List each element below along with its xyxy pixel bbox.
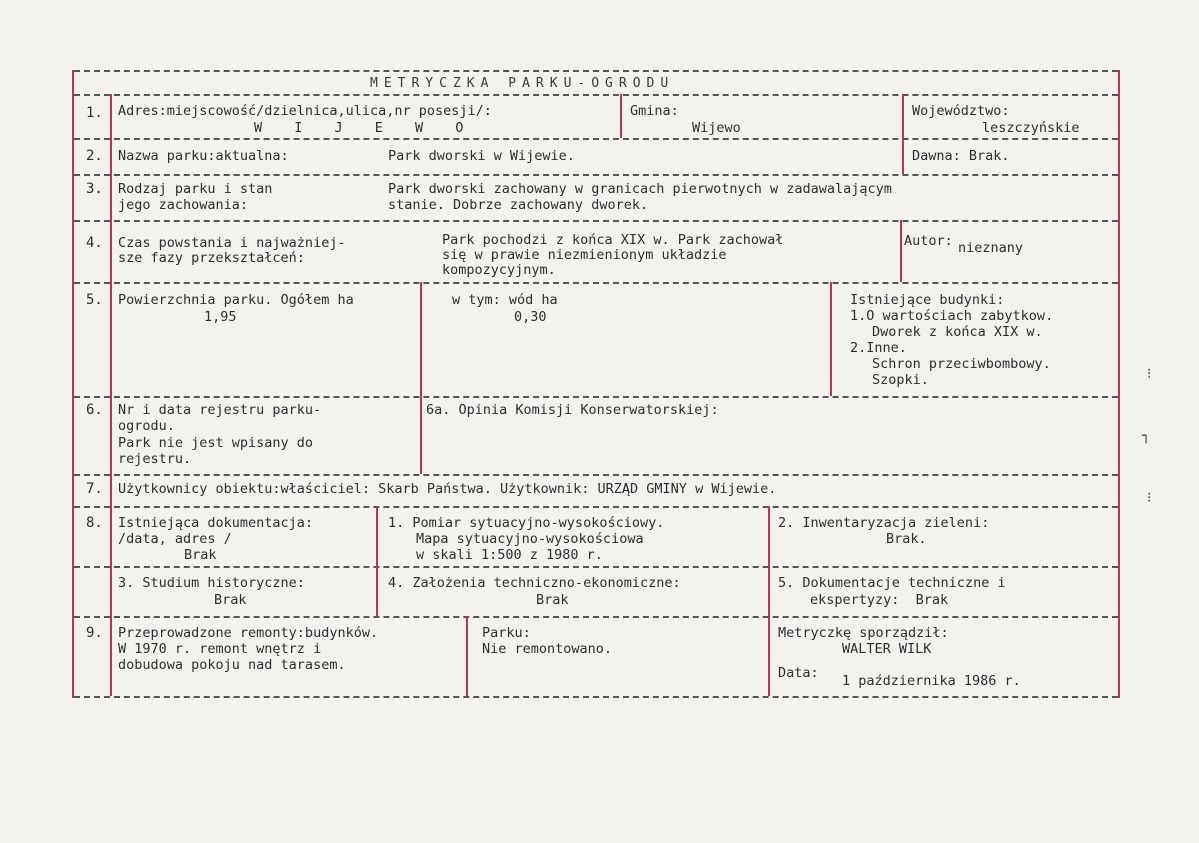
greenery-inventory-label: 2. Inwentaryzacja zieleni:	[778, 515, 990, 531]
margin-mark-3: ⁝	[1147, 490, 1152, 506]
rule-row8	[74, 616, 1118, 618]
r5-rule-a	[420, 282, 422, 396]
address-label: Adres:miejscowość/dzielnica,ulica,nr posesji/:	[118, 103, 492, 119]
documentation-label-line1: Istniejąca dokumentacja:	[118, 515, 314, 531]
r9-rule-b	[768, 616, 770, 696]
buildings-label: Istniejące budynki:	[850, 292, 1005, 308]
gmina-value: Wijewo	[692, 120, 741, 136]
origin-value-line3: kompozycyjnym.	[442, 262, 556, 278]
area-value: 1,95	[204, 309, 237, 325]
area-label: Powierzchnia parku. Ogółem ha	[118, 292, 354, 308]
tech-econ-label: 4. Założenia techniczno-ekonomiczne:	[388, 575, 681, 591]
row2-number: 2.	[86, 148, 103, 164]
r5-rule-b	[830, 282, 832, 396]
origin-value-line1: Park pochodzi z końca XIX w. Park zachował	[442, 232, 784, 248]
rule-row8a	[74, 566, 1118, 568]
rule-row5	[74, 396, 1118, 398]
documentation-label-line2: /data, adres /	[118, 531, 232, 547]
park-type-label-line1: Rodzaj parku i stan	[118, 181, 273, 197]
voivodeship-label: Województwo:	[912, 103, 1010, 119]
r1-rule-b	[902, 94, 904, 138]
park-renovation-label: Parku:	[482, 625, 531, 641]
row8-number: 8.	[86, 515, 103, 531]
row1-number: 1.	[86, 105, 103, 121]
r4-rule	[900, 220, 902, 282]
origin-label-line2: sze fazy przekształceń:	[118, 250, 305, 266]
r2-rule	[902, 138, 904, 174]
register-line2: ogrodu.	[118, 418, 175, 434]
author-value: nieznany	[958, 240, 1024, 256]
margin-mark-2: ┐	[1142, 428, 1151, 444]
tech-docs-line1: 5. Dokumentacje techniczne i	[778, 575, 1006, 591]
date-label: Data:	[778, 665, 819, 681]
rule-row6	[74, 474, 1118, 476]
park-renovation-value: Nie remontowano.	[482, 641, 613, 657]
commission-opinion-label: 6a. Opinia Komisji Konserwatorskiej:	[426, 402, 719, 418]
rule-under-title	[74, 94, 1118, 96]
prepared-by-label: Metryczkę sporządził:	[778, 625, 949, 641]
renovations-label: Przeprowadzone remonty:budynków.	[118, 625, 379, 641]
historical-study-value: Brak	[214, 592, 247, 608]
documentation-value: Brak	[184, 547, 217, 563]
gmina-label: Gmina:	[630, 103, 679, 119]
park-name-value: Park dworski w Wijewie.	[388, 148, 575, 164]
park-type-label-line2: jego zachowania:	[118, 197, 249, 213]
buildings-line6: Szopki.	[872, 372, 929, 388]
r1-rule-a	[620, 94, 622, 138]
register-line1: Nr i data rejestru parku-	[118, 402, 322, 418]
tech-econ-value: Brak	[536, 592, 569, 608]
rule-row7	[74, 506, 1118, 508]
greenery-inventory-value: Brak.	[886, 531, 927, 547]
row7-number: 7.	[86, 481, 103, 497]
date-value: 1 października 1986 r.	[842, 673, 1021, 689]
author-label: Autor:	[904, 233, 953, 249]
park-type-value-line1: Park dworski zachowany w granicach pierwotnych w zadawalającym	[388, 181, 892, 197]
rule-row2	[74, 174, 1118, 176]
water-label: w tym: wód ha	[452, 292, 558, 308]
origin-value-line2: się w prawie niezmienionym układzie	[442, 247, 727, 263]
address-value: W I J E W O	[254, 120, 476, 136]
register-line4: rejestru.	[118, 451, 192, 467]
row9-number: 9.	[86, 625, 103, 641]
buildings-line4: 2.Inne.	[850, 340, 907, 356]
voivodeship-value: leszczyńskie	[982, 120, 1080, 136]
renovations-line3: dobudowa pokoju nad tarasem.	[118, 657, 346, 673]
origin-label-line1: Czas powstania i najważniej-	[118, 235, 346, 251]
row4-number: 4.	[86, 235, 103, 251]
rule-row4	[74, 282, 1118, 284]
park-name-label: Nazwa parku:aktualna:	[118, 148, 289, 164]
tech-docs-line2: ekspertyzy: Brak	[810, 592, 949, 608]
renovations-line2: W 1970 r. remont wnętrz i	[118, 641, 322, 657]
rule-top	[74, 70, 1118, 72]
row6-number: 6.	[86, 402, 103, 418]
survey-line3: w skali 1:500 z 1980 r.	[416, 547, 603, 563]
buildings-line2: 1.O wartościach zabytkow.	[850, 308, 1054, 324]
r8-rule-b	[768, 506, 770, 616]
margin-mark-1: ⁝	[1147, 366, 1152, 382]
historical-study-label: 3. Studium historyczne:	[118, 575, 305, 591]
row5-number: 5.	[86, 292, 103, 308]
prepared-by-name: WALTER WILK	[842, 641, 932, 657]
num-column-rule	[110, 94, 112, 696]
r9-rule-a	[466, 616, 468, 696]
rule-bottom	[74, 696, 1118, 698]
r6-rule	[420, 396, 422, 474]
park-type-value-line2: stanie. Dobrze zachowany dworek.	[388, 197, 649, 213]
survey-line2: Mapa sytuacyjno-wysokościowa	[416, 531, 644, 547]
register-line3: Park nie jest wpisany do	[118, 435, 314, 451]
form-title: METRYCZKA PARKU-OGRODU	[370, 76, 675, 91]
buildings-line3: Dworek z końca XIX w.	[872, 324, 1043, 340]
rule-row1	[74, 138, 1118, 140]
former-name: Dawna: Brak.	[912, 148, 1010, 164]
park-record-card	[72, 70, 1120, 698]
row3-number: 3.	[86, 181, 103, 197]
survey-line1: 1. Pomiar sytuacyjno-wysokościowy.	[388, 515, 665, 531]
users-text: Użytkownicy obiektu:właściciel: Skarb Państwa. Użytkownik: URZĄD GMINY w Wijewie.	[118, 481, 777, 497]
buildings-line5: Schron przeciwbombowy.	[872, 356, 1051, 372]
rule-row3	[74, 220, 1118, 222]
water-value: 0,30	[514, 309, 547, 325]
r8-rule-a	[376, 506, 378, 616]
